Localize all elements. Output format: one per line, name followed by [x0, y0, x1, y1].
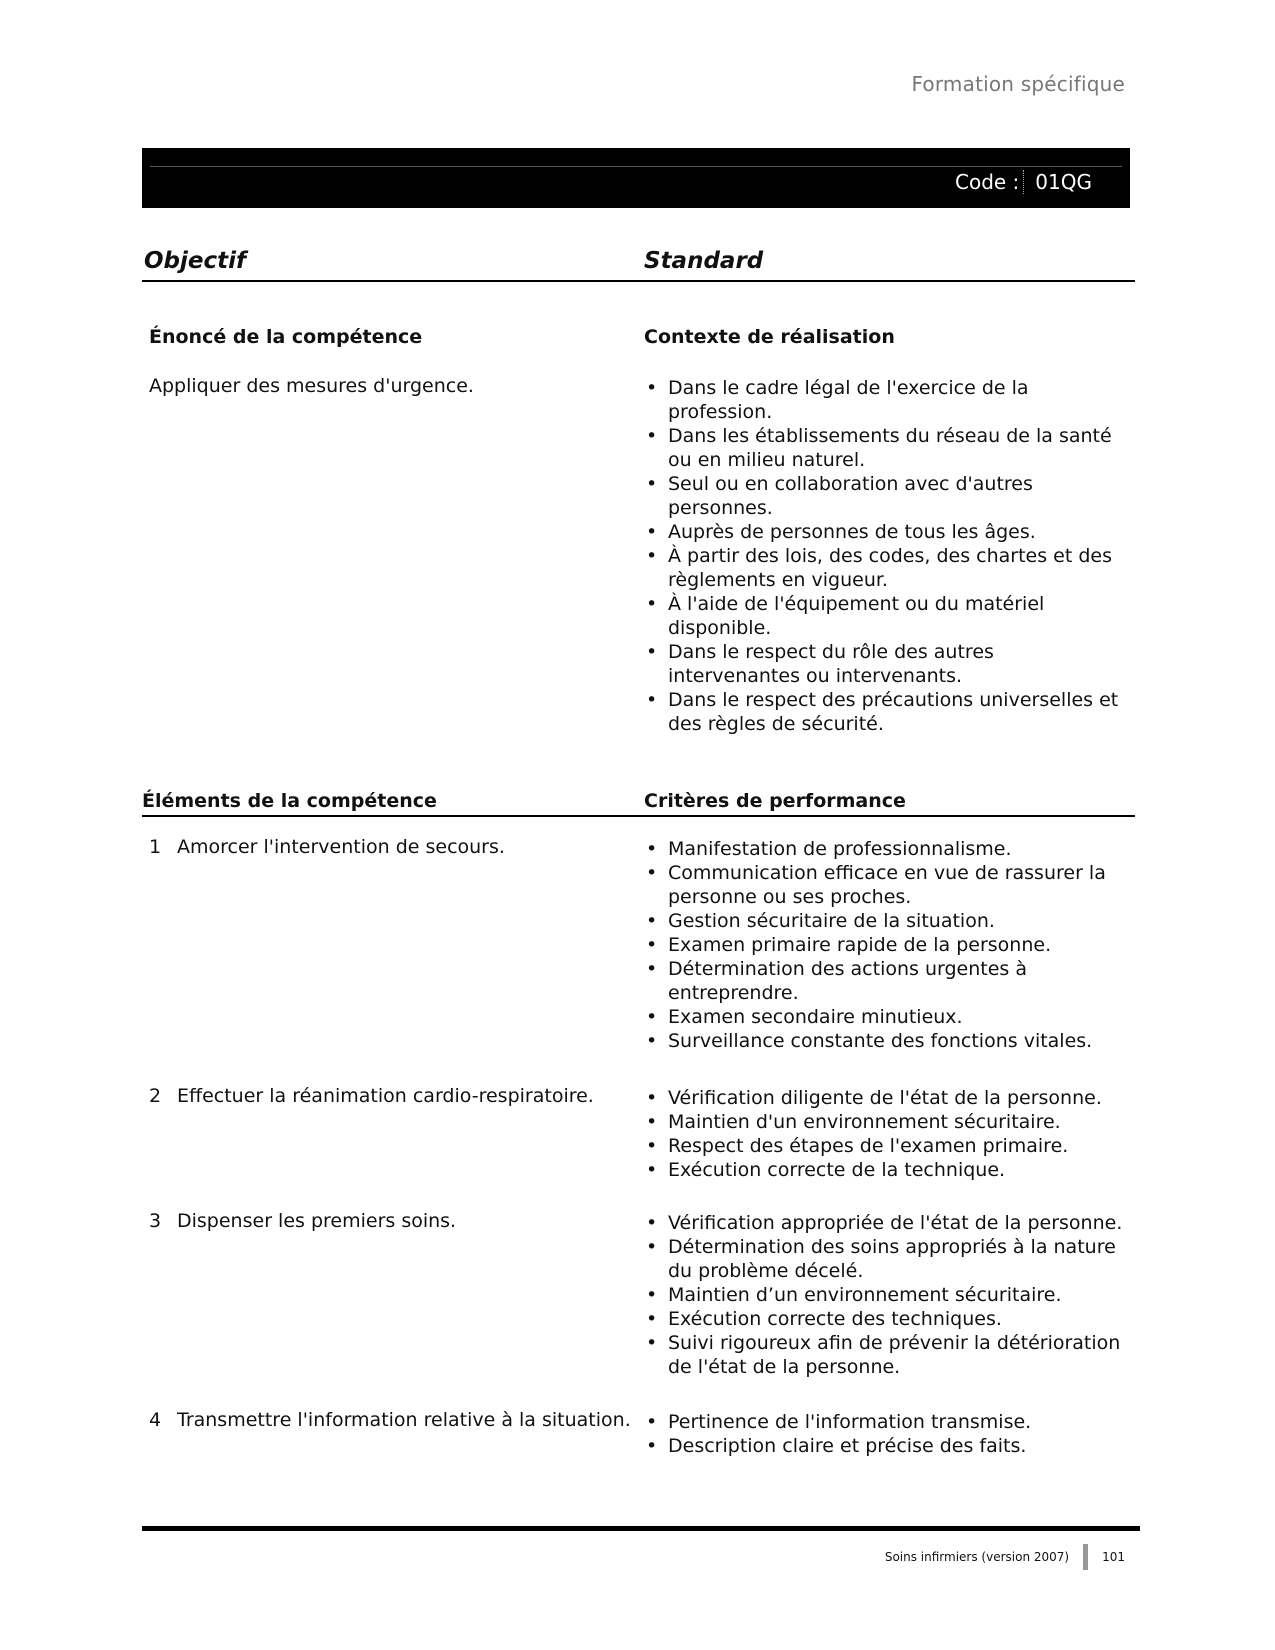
- element-number: 2: [149, 1085, 162, 1107]
- list-item: • Exécution correcte des techniques.: [644, 1307, 1124, 1331]
- code-banner: [142, 148, 1130, 208]
- list-item: • Examen secondaire minutieux.: [644, 1005, 1124, 1029]
- page-footer: [885, 1544, 1125, 1570]
- code-separator: [1023, 170, 1025, 194]
- list-item: • Vérification appropriée de l'état de la personne.: [644, 1211, 1124, 1235]
- list-item: • Exécution correcte de la technique.: [644, 1158, 1124, 1182]
- section-label: Formation spécifique: [911, 72, 1125, 96]
- list-item: • À l'aide de l'équipement ou du matériel disponible.: [644, 592, 1124, 640]
- enonce-label: Énoncé de la compétence: [149, 326, 423, 348]
- list-item: • Seul ou en collaboration avec d'autres personnes.: [644, 472, 1124, 520]
- element-text: Effectuer la réanimation cardio-respiratoire.: [177, 1085, 594, 1107]
- list-item: • Description claire et précise des faits.: [644, 1434, 1124, 1458]
- footer-rule: [142, 1526, 1140, 1531]
- code-label: Code :: [955, 170, 1020, 194]
- list-item: • Dans le cadre légal de l'exercice de la profession.: [644, 376, 1124, 424]
- element-number: 1: [149, 836, 162, 858]
- footer-document-title: Soins infirmiers (version 2007): [884, 1550, 1070, 1564]
- elements-divider: [142, 815, 1135, 817]
- list-item: • Dans les établissements du réseau de la santé ou en milieu naturel.: [644, 424, 1124, 472]
- context-list: [644, 376, 1124, 736]
- code-group: [955, 170, 1092, 194]
- element-3: [149, 1209, 456, 1233]
- list-item: • Respect des étapes de l'examen primaire.: [644, 1134, 1124, 1158]
- list-item: • Suivi rigoureux afin de prévenir la détérioration de l'état de la personne.: [644, 1331, 1124, 1379]
- list-item: • Gestion sécuritaire de la situation.: [644, 909, 1124, 933]
- list-item: • Pertinence de l'information transmise.: [644, 1410, 1124, 1434]
- criteria-list-2: [644, 1086, 1124, 1182]
- list-item: • Examen primaire rapide de la personne.: [644, 933, 1124, 957]
- page-number: 101: [1102, 1550, 1125, 1564]
- list-item: • Surveillance constante des fonctions vitales.: [644, 1029, 1124, 1053]
- criteres-label: Critères de performance: [644, 790, 906, 812]
- standard-title: Standard: [644, 248, 764, 274]
- criteria-list-3: [644, 1211, 1124, 1379]
- element-text: Transmettre l'information relative à la situation.: [177, 1409, 631, 1431]
- list-item: • Maintien d'un environnement sécuritaire.: [644, 1110, 1124, 1134]
- list-item: • Dans le respect des précautions universelles et des règles de sécurité.: [644, 688, 1124, 736]
- element-number: 4: [149, 1409, 162, 1431]
- list-item: • Manifestation de professionnalisme.: [644, 837, 1124, 861]
- competence-statement: Appliquer des mesures d'urgence.: [149, 375, 474, 397]
- element-text: Amorcer l'intervention de secours.: [177, 836, 505, 858]
- objectif-title: Objectif: [144, 248, 247, 274]
- list-item: • Détermination des soins appropriés à la nature du problème décelé.: [644, 1235, 1124, 1283]
- element-text: Dispenser les premiers soins.: [177, 1210, 457, 1232]
- criteria-list-1: [644, 837, 1124, 1053]
- list-item: • Dans le respect du rôle des autres intervenantes ou intervenants.: [644, 640, 1124, 688]
- footer-separator: [1083, 1544, 1088, 1570]
- element-number: 3: [149, 1210, 162, 1232]
- list-item: • Communication efficace en vue de rassurer la personne ou ses proches.: [644, 861, 1124, 909]
- banner-rule: [150, 166, 1122, 167]
- list-item: • Détermination des actions urgentes à entreprendre.: [644, 957, 1124, 1005]
- code-value: 01QG: [1035, 170, 1092, 194]
- list-item: • À partir des lois, des codes, des chartes et des règlements en vigueur.: [644, 544, 1124, 592]
- list-item: • Auprès de personnes de tous les âges.: [644, 520, 1124, 544]
- element-1: [149, 835, 505, 859]
- contexte-label: Contexte de réalisation: [644, 326, 895, 348]
- criteria-list-4: [644, 1410, 1124, 1458]
- element-2: [149, 1084, 594, 1108]
- element-4: [149, 1408, 631, 1432]
- list-item: • Maintien d’un environnement sécuritaire.: [644, 1283, 1124, 1307]
- objectif-standard-header: [142, 236, 1135, 282]
- elements-label: Éléments de la compétence: [142, 790, 437, 812]
- list-item: • Vérification diligente de l'état de la personne.: [644, 1086, 1124, 1110]
